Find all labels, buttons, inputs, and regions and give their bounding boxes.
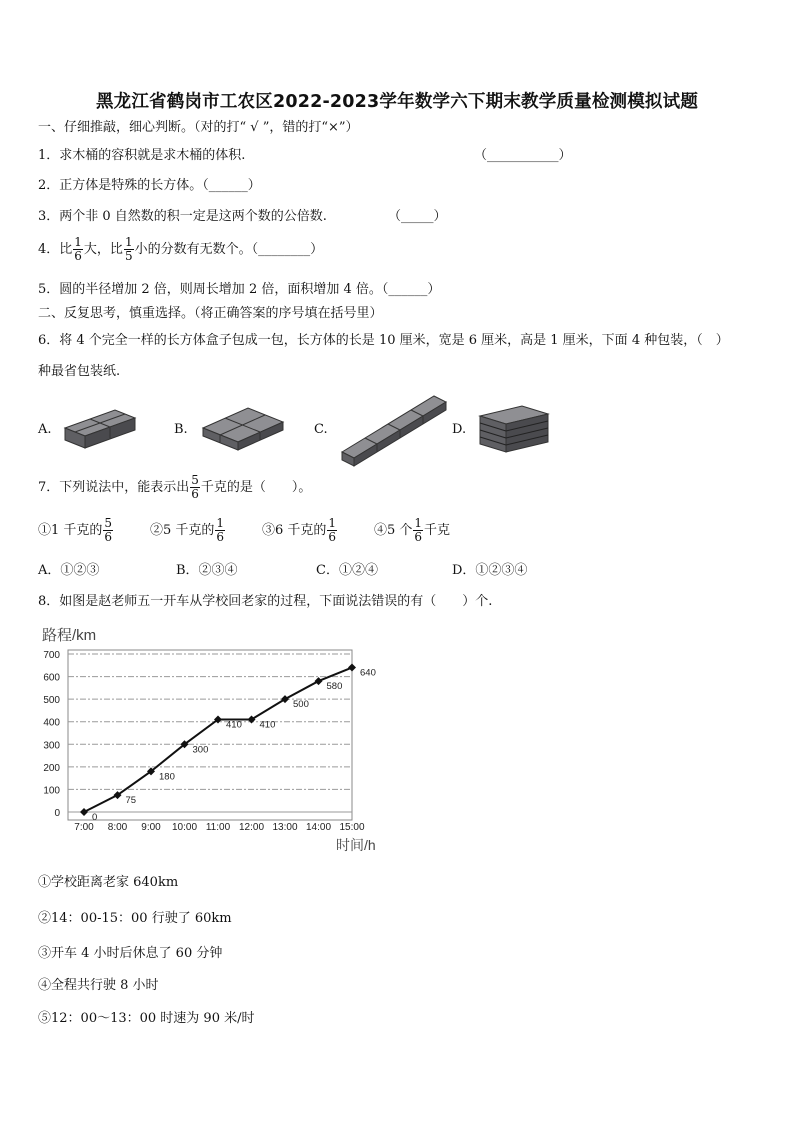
fraction-numerator: 1 xyxy=(124,235,133,249)
x-tick-label: 12:00 xyxy=(238,822,265,833)
fraction-numerator: 1 xyxy=(328,516,337,530)
question-3: 3．两个非 0 自然数的积一定是这两个数的公倍数. xyxy=(38,209,327,224)
data-label: 75 xyxy=(125,795,137,807)
q7-choice-b: B．②③④ xyxy=(176,563,238,578)
x-tick-label: 8:00 xyxy=(107,822,128,833)
y-axis-label: 路程/km xyxy=(42,627,97,644)
x-tick-label: 11:00 xyxy=(205,822,231,833)
option-a-label: A. xyxy=(38,422,52,437)
data-label: 580 xyxy=(326,681,343,693)
fraction-denominator: 6 xyxy=(216,530,225,544)
q7-choice-c: C．①②④ xyxy=(316,563,378,578)
fraction-denominator: 6 xyxy=(191,487,199,501)
question-1 xyxy=(38,148,245,164)
question-2: 2．正方体是特殊的长方体。（______） xyxy=(38,178,261,193)
question-7-post: 千克的是（ ）。 xyxy=(200,480,312,495)
data-label: 410 xyxy=(226,719,242,731)
data-label: 410 xyxy=(259,719,276,731)
q7-item-suffix: 千克 xyxy=(424,523,451,538)
chart-grid xyxy=(68,650,352,820)
question-4-post: 小的分数有无数个。（________） xyxy=(134,242,324,257)
y-tick-label: 500 xyxy=(43,695,60,707)
x-tick-label: 9:00 xyxy=(141,822,161,833)
fraction xyxy=(413,517,423,544)
question-7-pre: 7．下列说法中，能表示出 xyxy=(38,480,190,495)
data-label: 300 xyxy=(192,744,209,756)
page-title: 黑龙江省鹤岗市工农区2022-2023学年数学六下期末教学质量检测模拟试题 xyxy=(95,92,699,112)
q7-choice-d: D．①②③④ xyxy=(452,563,528,578)
y-tick-label: 600 xyxy=(43,672,60,684)
y-tick-label: 700 xyxy=(43,650,60,661)
package-a-illustration xyxy=(60,398,140,454)
x-tick-label: 13:00 xyxy=(272,822,298,833)
x-axis-label: 时间/h xyxy=(336,837,376,853)
data-point xyxy=(348,664,356,672)
y-tick-label: 200 xyxy=(43,762,60,774)
fraction-numerator: 1 xyxy=(74,235,82,249)
question-5: 5．圆的半径增加 2 倍，则周长增加 2 倍，面积增加 4 倍。（______） xyxy=(38,282,441,297)
q7-item-text: ④5 个 xyxy=(374,523,413,538)
fraction-5-6 xyxy=(190,474,200,501)
q8-statement-4: ④全程共行驶 8 小时 xyxy=(38,978,159,993)
question-7 xyxy=(38,474,311,501)
question-6-line1: 6．将 4 个完全一样的长方体盒子包成一包，长方体的长是 10 厘米，宽是 6 厘米，高是 1 厘米，下面 4 种包装，（ ） xyxy=(38,333,729,348)
q7-item-3 xyxy=(262,517,338,544)
q8-statement-1: ①学校距离老家 640km xyxy=(38,875,179,890)
option-c-label: C. xyxy=(314,422,328,437)
y-tick-label: 100 xyxy=(43,785,60,797)
q7-item-text: ①1 千克的 xyxy=(38,523,103,538)
q7-item-1 xyxy=(38,517,114,544)
fraction xyxy=(327,517,337,544)
plot-frame xyxy=(68,650,352,820)
q8-statement-2: ②14：00-15：00 行驶了 60km xyxy=(38,911,232,926)
question-8: 8．如图是赵老师五一开车从学校回老家的过程，下面说法错误的有（ ）个. xyxy=(38,594,493,609)
x-tick-label: 7:00 xyxy=(74,822,94,833)
data-label: 640 xyxy=(360,667,376,679)
fraction-denominator: 5 xyxy=(124,249,133,263)
q7-item-4 xyxy=(374,517,450,544)
section2-heading: 二、反复思考，慎重选择。（将正确答案的序号填在括号里） xyxy=(38,306,383,321)
question-1-text: 1．求木桶的容积就是求木桶的体积. xyxy=(38,148,246,163)
fraction-denominator: 6 xyxy=(414,530,423,544)
data-point xyxy=(315,677,323,685)
question-4-mid: 大，比 xyxy=(83,242,123,257)
question-4 xyxy=(38,236,323,263)
q7-item-text: ②5 千克的 xyxy=(150,523,215,538)
question-1-blank: （___________） xyxy=(474,148,572,163)
fraction xyxy=(103,517,113,544)
fraction-denominator: 6 xyxy=(74,249,82,263)
x-tick-label: 14:00 xyxy=(305,822,332,833)
x-tick-labels xyxy=(74,822,365,833)
q7-item-text: ③6 千克的 xyxy=(262,523,327,538)
fraction-denominator: 6 xyxy=(104,530,113,544)
fraction-denominator: 6 xyxy=(328,530,337,544)
data-label: 500 xyxy=(293,699,309,711)
question-3-blank: （_____） xyxy=(388,209,447,224)
fraction-numerator: 1 xyxy=(216,516,225,530)
data-label: 0 xyxy=(92,812,98,823)
q7-choice-a: A．①②③ xyxy=(38,563,100,578)
question-6-line2: 种最省包装纸. xyxy=(38,364,121,379)
y-tick-label: 400 xyxy=(43,717,60,729)
option-b-label: B. xyxy=(174,422,188,437)
q8-statement-5: ⑤12：00～13：00 时速为 90 米/时 xyxy=(38,1011,255,1026)
data-point xyxy=(80,808,88,816)
data-label: 180 xyxy=(159,771,175,783)
y-tick-label: 0 xyxy=(54,808,60,819)
fraction-1-6 xyxy=(73,236,83,263)
y-tick-label: 300 xyxy=(43,740,60,752)
fraction-numerator: 1 xyxy=(414,516,423,530)
fraction-1-5 xyxy=(124,236,134,263)
fraction-numerator: 5 xyxy=(191,473,199,487)
y-tick-labels xyxy=(43,650,60,819)
package-d-illustration xyxy=(476,402,552,456)
distance-series-line xyxy=(84,668,352,812)
fraction xyxy=(215,517,225,544)
package-c-illustration xyxy=(338,390,450,470)
question-4-pre: 4．比 xyxy=(38,242,73,257)
distance-time-chart xyxy=(30,618,400,858)
x-tick-label: 10:00 xyxy=(171,822,198,833)
q8-statement-3: ③开车 4 小时后休息了 60 分钟 xyxy=(38,946,223,961)
x-tick-label: 15:00 xyxy=(339,822,365,833)
option-d-label: D. xyxy=(452,422,467,437)
section1-heading: 一、仔细推敲，细心判断。（对的打“ √ ”，错的打“×”） xyxy=(38,120,359,135)
q7-item-2 xyxy=(150,517,226,544)
package-b-illustration xyxy=(198,398,288,454)
fraction-numerator: 5 xyxy=(104,516,113,530)
data-labels xyxy=(92,668,376,823)
